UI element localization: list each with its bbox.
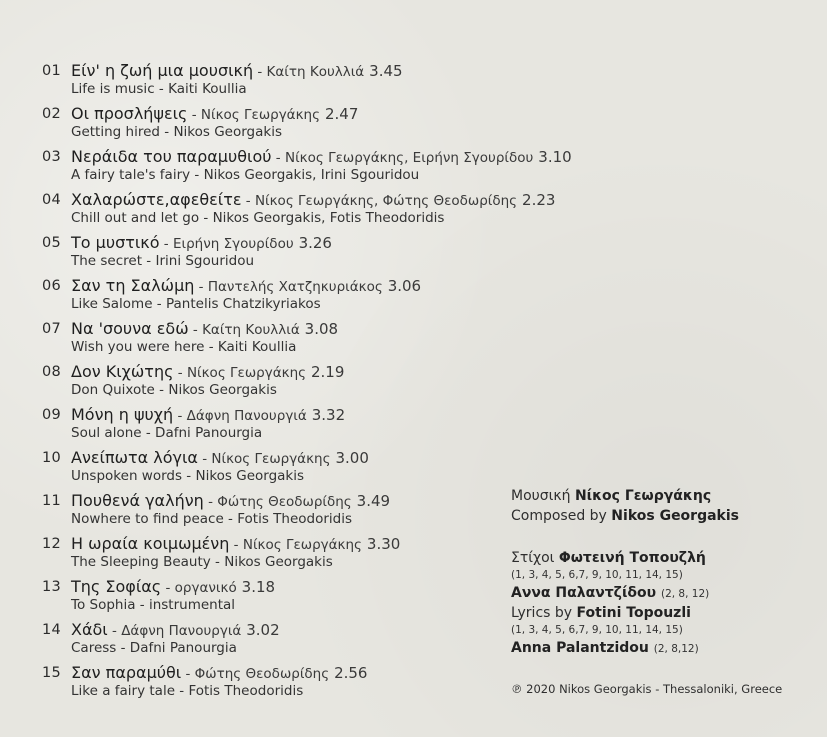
separator: - [154,382,169,398]
track-title-gr: Μόνη η ψυχή [71,405,174,424]
track-title-en: Like Salome [71,296,153,312]
track-credit-gr: Νίκος Γεωργάκης [242,537,362,553]
separator: - [107,623,122,639]
track-title-en: The Sleeping Beauty [71,554,211,570]
track-english-line [71,210,444,226]
track-greek-line [71,362,344,381]
track-credit-gr: οργανικό [174,580,237,596]
track-title-gr: Της Σοφίας [71,577,162,596]
separator: - [271,150,285,166]
track-credit-en: Nikos Georgakis [173,124,282,140]
separator: - [152,296,166,312]
track-english-line [71,425,262,441]
track-credit-en: Nikos Georgakis [195,468,305,484]
track-title-en: Nowhere to find peace [71,511,224,527]
lyricist2-tracks-gr: (2, 8, 12) [660,588,710,600]
track-title-en: Life is music [71,81,155,97]
track-english-line [71,683,303,699]
track-duration: 2.56 [334,664,368,682]
track-title-en: Don Quixote [71,382,155,398]
track-title-gr: Πουθενά γαλήνη [71,491,204,510]
track-greek-line [71,190,555,209]
separator: - [173,365,187,381]
track-greek-line [71,577,275,596]
track-number: 08 [42,364,62,380]
lyricist2-credit-gr [511,583,811,603]
track-duration: 3.08 [304,320,339,338]
track-title-gr: Οι προσλήψεις [71,104,188,123]
composer-name-en: Nikos Georgakis [611,508,739,524]
track-credit-en: Nikos Georgakis [224,554,333,570]
track-credit-gr: Νίκος Γεωργάκης [186,365,307,381]
track-title-en: Soul alone [71,425,142,441]
track-row [42,447,602,490]
track-number: 05 [42,235,62,251]
track-duration: 3.30 [366,535,401,553]
lyricist2-name-en: Anna Palantzidou [511,640,654,656]
lyrics-credit-en [511,603,811,623]
track-duration: 2.23 [522,191,556,209]
track-title-gr: Νεράιδα του παραμυθιού [71,147,272,166]
track-credit-gr: Φώτης Θεοδωρίδης [217,494,352,510]
track-title-gr: Δον Κιχώτης [71,362,174,381]
credits-panel [511,486,811,658]
separator: - [159,236,173,252]
track-duration: 3.45 [369,62,403,80]
separator: - [190,167,204,183]
separator: - [210,554,225,570]
track-greek-line [71,61,403,80]
track-english-line [71,640,237,656]
track-number: 03 [42,149,62,165]
track-english-line [71,382,277,398]
music-credit-en [511,506,811,526]
track-credit-gr: Δάφνη Πανουργιά [121,623,242,639]
track-credit-en: Nikos Georgakis, Fotis Theodoridis [212,210,445,226]
separator: - [116,640,130,656]
track-greek-line [71,491,390,510]
track-number: 14 [42,622,62,638]
separator: - [135,597,149,613]
track-row [42,361,602,404]
track-row [42,275,602,318]
composer-name-gr: Νίκος Γεωργάκης [574,488,712,504]
track-title-gr: Σαν τη Σαλώμη [71,276,195,295]
track-credit-en: Fotis Theodoridis [237,511,352,527]
track-row [42,60,602,103]
track-number: 09 [42,407,62,423]
track-title-gr: Η ωραία κοιμωμένη [71,534,230,553]
track-number: 07 [42,321,62,337]
track-number: 12 [42,536,62,552]
separator: - [203,494,218,510]
track-english-line [71,167,419,183]
track-credit-gr: Νίκος Γεωργάκης, Ειρήνη Σγουρίδου [284,150,534,166]
separator: - [175,683,189,699]
track-greek-line [71,534,400,553]
track-credit-en: Nikos Georgakis, Irini Sgouridou [203,167,420,183]
track-credit-en: Nikos Georgakis [168,382,277,398]
separator: - [229,537,243,553]
track-duration: 3.06 [387,277,422,295]
track-title-en: Getting hired [71,124,160,140]
lyricist1-name-gr: Φωτεινή Τοπουζλή [558,550,706,566]
track-duration: 2.47 [324,105,359,123]
track-duration: 3.32 [311,406,346,424]
lyricist2-credit-en [511,638,811,658]
track-row [42,189,602,232]
lyricist2-name-gr: Αννα Παλαντζίδου [511,585,661,601]
track-title-en: Chill out and let go [71,210,200,226]
track-credit-gr: Καίτη Κουλλιά [202,322,300,338]
track-credit-en: Kaiti Koullia [168,81,247,97]
track-title-gr: Χάδι [71,620,108,639]
lyrics-label-gr: Στίχοι [511,550,559,566]
track-credit-gr: Φώτης Θεοδωρίδης [194,666,330,682]
separator: - [199,210,213,226]
copyright-line: ℗ 2020 Nikos Georgakis - Thessaloniki, Greece [511,682,783,696]
track-number: 06 [42,278,62,294]
track-greek-line [71,104,358,123]
track-title-gr: Σαν παραμύθι [71,663,182,682]
separator: - [253,64,267,80]
separator: - [223,511,238,527]
music-label-en: Composed by [511,508,612,524]
track-duration: 3.49 [356,492,391,510]
separator: - [159,124,174,140]
track-credit-en: Pantelis Chatzikyriakos [165,296,321,312]
track-title-en: The secret [71,253,143,269]
track-number: 13 [42,579,62,595]
lyrics-label-en: Lyrics by [511,605,577,621]
track-english-line [71,511,352,527]
track-credit-en: Dafni Panourgia [129,640,237,656]
track-title-en: To Sophia [71,597,136,613]
lyricist1-tracks-en: (1, 3, 4, 5, 6,7, 9, 10, 11, 14, 15) [511,624,683,636]
track-english-line [71,124,282,140]
track-row [42,318,602,361]
track-number: 10 [42,450,62,466]
track-credit-en: Kaiti Koullia [217,339,297,355]
separator: - [161,580,175,596]
separator: - [204,339,218,355]
track-title-en: Wish you were here [71,339,205,355]
track-row [42,232,602,275]
track-title-gr: Ανείπωτα λόγια [71,448,198,467]
track-duration: 3.18 [241,578,276,596]
track-credit-en: Dafni Panourgia [155,425,263,441]
track-greek-line [71,405,345,424]
track-greek-line [71,319,338,338]
track-number: 04 [42,192,62,208]
lyricist2-tracks-en: (2, 8,12) [653,643,699,655]
track-duration: 3.10 [538,148,572,166]
track-credit-gr: Καίτη Κουλλιά [266,64,365,80]
track-credit-gr: Ειρήνη Σγουρίδου [172,236,294,252]
track-credit-gr: Νίκος Γεωργάκης [211,451,331,467]
music-credit-gr [511,486,811,506]
track-row [42,404,602,447]
track-title-gr: Να 'σουνα εδώ [71,319,189,338]
track-english-line [71,468,304,484]
track-duration: 3.00 [335,449,369,467]
lyricist1-tracks-gr: (1, 3, 4, 5, 6,7, 9, 10, 11, 14, 15) [511,569,683,581]
separator: - [141,425,156,441]
lyricist1-name-en: Fotini Topouzli [576,605,691,621]
track-number: 01 [42,63,62,79]
track-row [42,103,602,146]
separator: - [182,468,196,484]
track-english-line [71,253,254,269]
track-credit-gr: Παντελής Χατζηκυριάκος [207,279,383,295]
track-credit-gr: Νίκος Γεωργάκης [200,107,321,123]
separator: - [173,408,187,424]
separator: - [187,107,201,123]
track-title-gr: Είν' η ζωή μια μουσική [71,61,254,80]
track-greek-line [71,663,367,682]
track-title-en: A fairy tale's fairy [71,167,191,183]
separator: - [197,451,212,467]
lyrics-credit-gr [511,548,811,568]
track-duration: 2.19 [311,363,345,381]
track-duration: 3.26 [298,234,332,252]
track-greek-line [71,233,332,252]
separator: - [194,279,208,295]
separator: - [241,193,255,209]
track-credit-en: instrumental [148,597,236,613]
track-greek-line [71,147,572,166]
track-credit-gr: Νίκος Γεωργάκης, Φώτης Θεοδωρίδης [254,193,518,209]
track-number: 11 [42,493,62,509]
track-number: 02 [42,106,62,122]
separator: - [181,666,195,682]
track-english-line [71,554,333,570]
track-title-en: Like a fairy tale [71,683,175,699]
track-credit-en: Fotis Theodoridis [188,683,304,699]
track-greek-line [71,620,280,639]
track-number: 15 [42,665,62,681]
separator: - [154,81,169,97]
track-greek-line [71,448,369,467]
track-title-gr: Το μυστικό [71,233,160,252]
track-title-en: Unspoken words [71,468,183,484]
track-credit-en: Irini Sgouridou [155,253,255,269]
track-english-line [71,597,235,613]
track-credit-gr: Δάφνη Πανουργιά [186,408,307,424]
track-greek-line [71,276,421,295]
separator: - [188,322,203,338]
music-label-gr: Μουσική [511,488,575,504]
track-english-line [71,81,247,97]
track-title-en: Caress [71,640,117,656]
track-title-gr: Χαλαρώστε,αφεθείτε [71,190,242,209]
track-english-line [71,296,321,312]
track-english-line [71,339,296,355]
separator: - [142,253,156,269]
track-duration: 3.02 [246,621,280,639]
track-row [42,146,602,189]
